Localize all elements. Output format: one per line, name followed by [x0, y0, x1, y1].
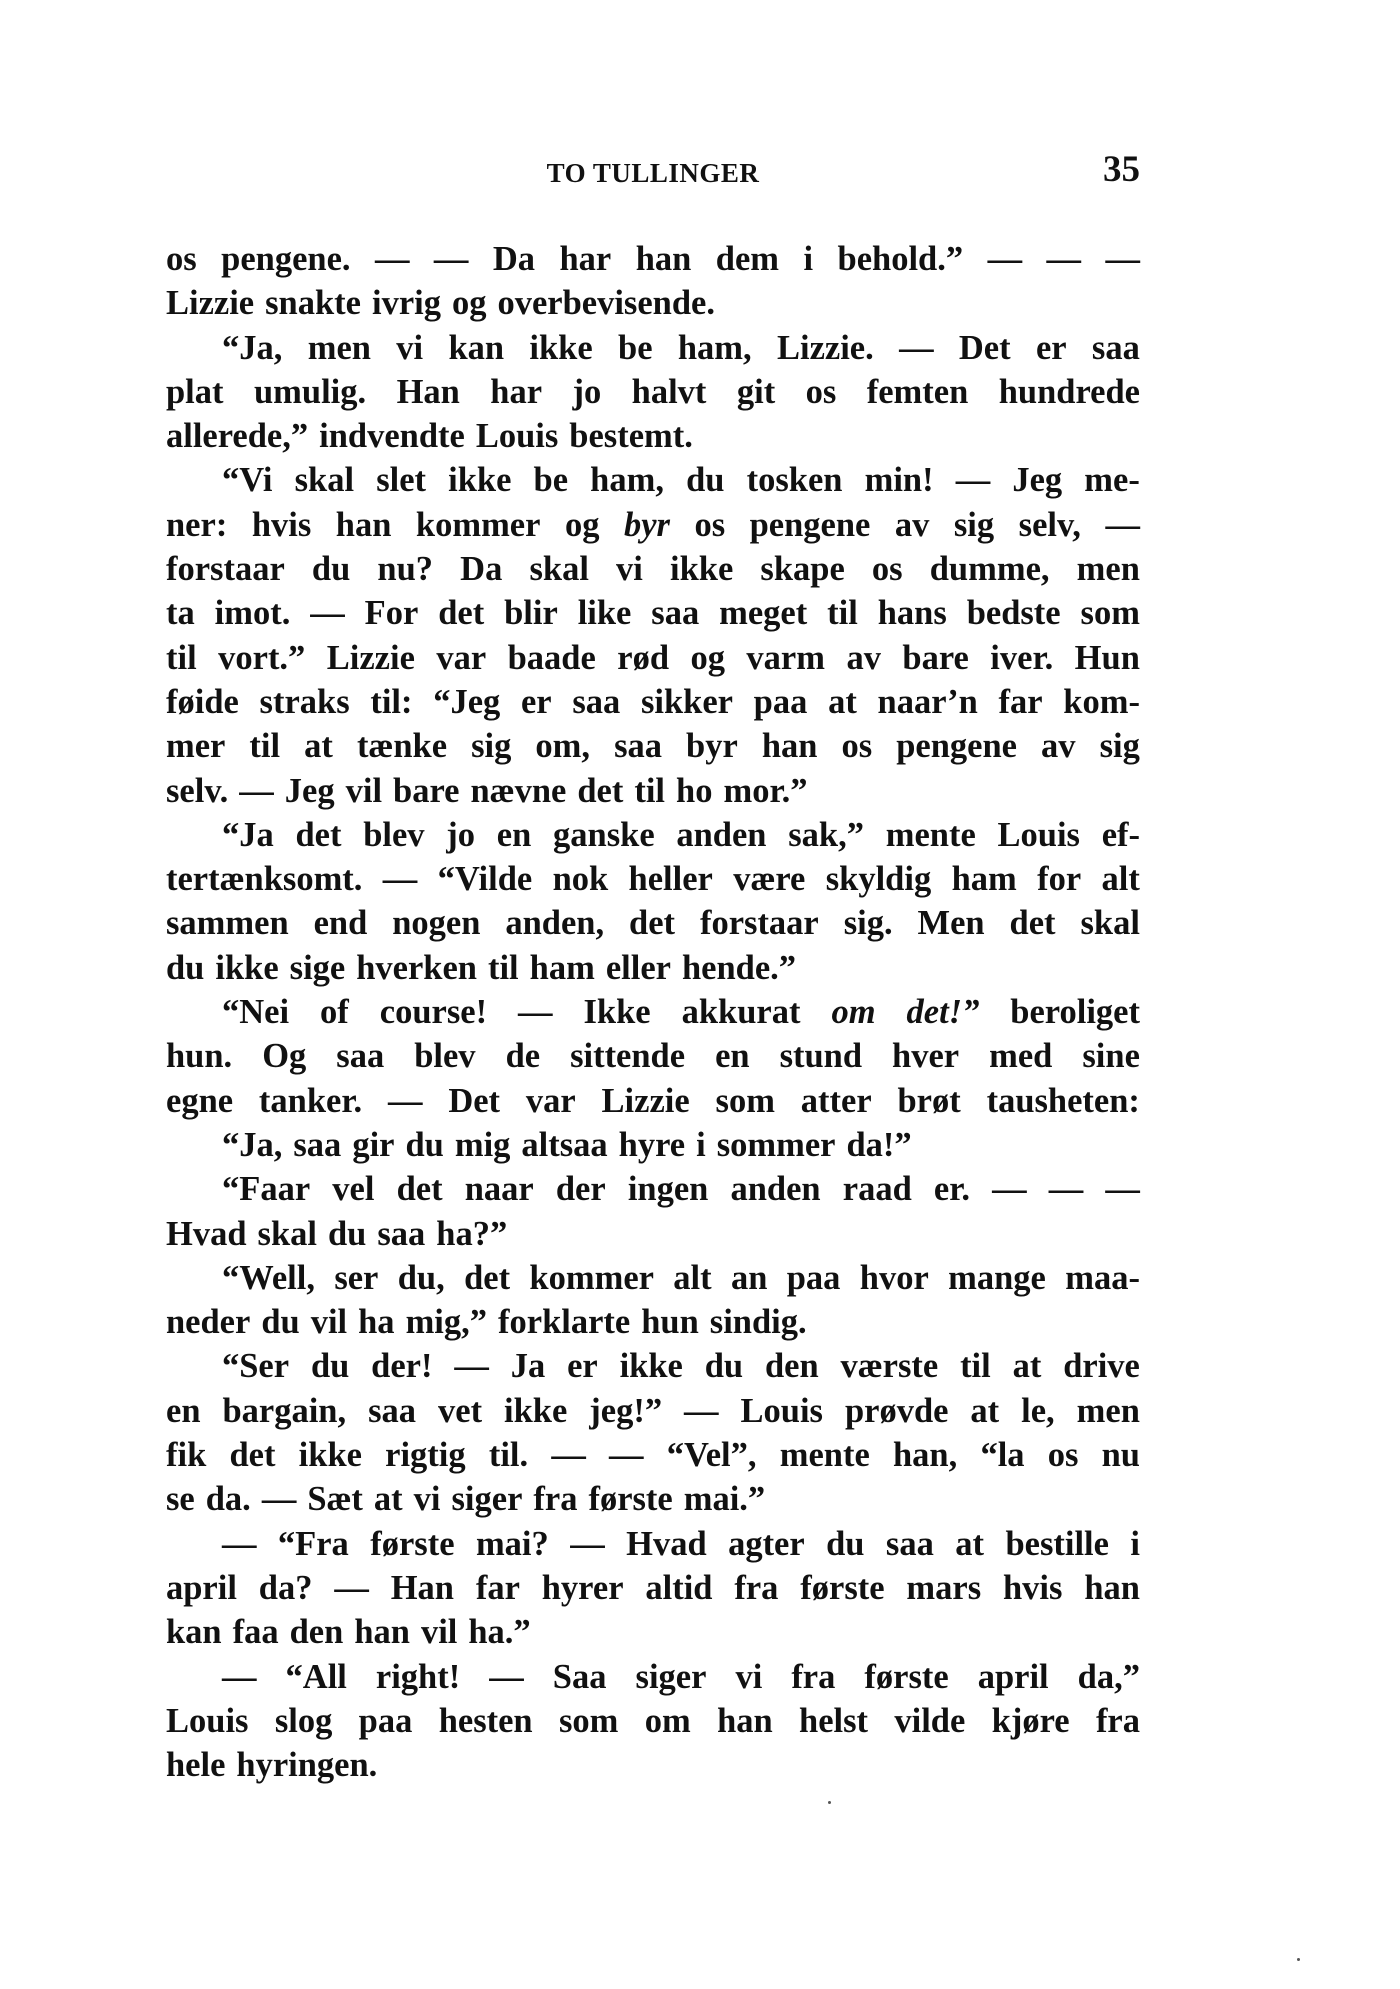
text-line: allerede,” indvendte Louis bestemt.: [166, 417, 693, 456]
text-line: “Ser du der! — Ja er ikke du den værste til at drive: [222, 1347, 1140, 1386]
print-speck: [1297, 1958, 1300, 1961]
text-line: til vort.” Lizzie var baade rød og varm av bare iver. Hun: [166, 638, 1140, 677]
running-title: TO TULLINGER: [546, 158, 760, 188]
text-line: Louis slog paa hesten som om han helst vilde kjøre fra: [166, 1701, 1140, 1740]
text-line: plat umulig. Han har jo halvt git os femten hundrede: [166, 372, 1140, 411]
text-line: føide straks til: “Jeg er saa sikker paa at naar’n far kom-: [166, 682, 1140, 721]
text-line: Hvad skal du saa ha?”: [166, 1214, 508, 1253]
text-line: egne tanker. — Det var Lizzie som atter brøt tausheten:: [166, 1081, 1140, 1120]
text-line: hun. Og saa blev de sittende en stund hver med sine: [166, 1037, 1140, 1076]
text-line: selv. — Jeg vil bare nævne det til ho mor.”: [166, 771, 808, 810]
text-line: os pengene. — — Da har han dem i behold.” — — —: [166, 240, 1140, 278]
text-line: Lizzie snakte ivrig og overbevisende.: [166, 284, 715, 323]
text-line: “Faar vel det naar der ingen anden raad er. — — —: [222, 1170, 1140, 1209]
text-line: ner: hvis han kommer og byr os pengene av sig selv, —: [166, 505, 1140, 544]
text-line: en bargain, saa vet ikke jeg!” — Louis prøvde at le, men: [166, 1391, 1140, 1430]
text-line: neder du vil ha mig,” forklarte hun sindig.: [166, 1303, 807, 1342]
text-line: “Ja, saa gir du mig altsaa hyre i sommer da!”: [222, 1125, 912, 1164]
text-line: — “All right! — Saa siger vi fra første april da,”: [222, 1657, 1140, 1696]
text-line: hele hyringen.: [166, 1746, 378, 1785]
text-line: sammen end nogen anden, det forstaar sig. Men det skal: [166, 904, 1140, 943]
text-line: tertænksomt. — “Vilde nok heller være skyldig ham for alt: [166, 860, 1140, 899]
page-number: 35: [1103, 149, 1140, 190]
text-line: fik det ikke rigtig til. — — “Vel”, mente han, “la os nu: [166, 1436, 1140, 1475]
text-line: mer til at tænke sig om, saa byr han os pengene av sig: [166, 727, 1140, 766]
running-head: [166, 148, 1140, 198]
print-speck: [828, 1801, 831, 1804]
text-line: “Vi skal slet ikke be ham, du tosken min! — Jeg me-: [222, 461, 1140, 500]
text-line: du ikke sige hverken til ham eller hende.”: [166, 948, 797, 987]
text-line: forstaar du nu? Da skal vi ikke skape os dumme, men: [166, 550, 1140, 589]
text-line: “Nei of course! — Ikke akkurat om det!” beroliget: [222, 993, 1140, 1032]
text-line: — “Fra første mai? — Hvad agter du saa at bestille i: [222, 1524, 1140, 1563]
text-line: “Ja det blev jo en ganske anden sak,” mente Louis ef-: [222, 815, 1140, 854]
text-line: “Well, ser du, det kommer alt an paa hvor mange maa-: [222, 1258, 1140, 1297]
body-text: [166, 240, 1140, 1790]
text-line: se da. — Sæt at vi siger fra første mai.”: [166, 1480, 766, 1519]
text-line: “Ja, men vi kan ikke be ham, Lizzie. — Det er saa: [222, 328, 1140, 367]
text-line: kan faa den han vil ha.”: [166, 1613, 531, 1652]
text-line: ta imot. — For det blir like saa meget til hans bedste som: [166, 594, 1140, 633]
text-line: april da? — Han far hyrer altid fra første mars hvis han: [166, 1568, 1140, 1607]
